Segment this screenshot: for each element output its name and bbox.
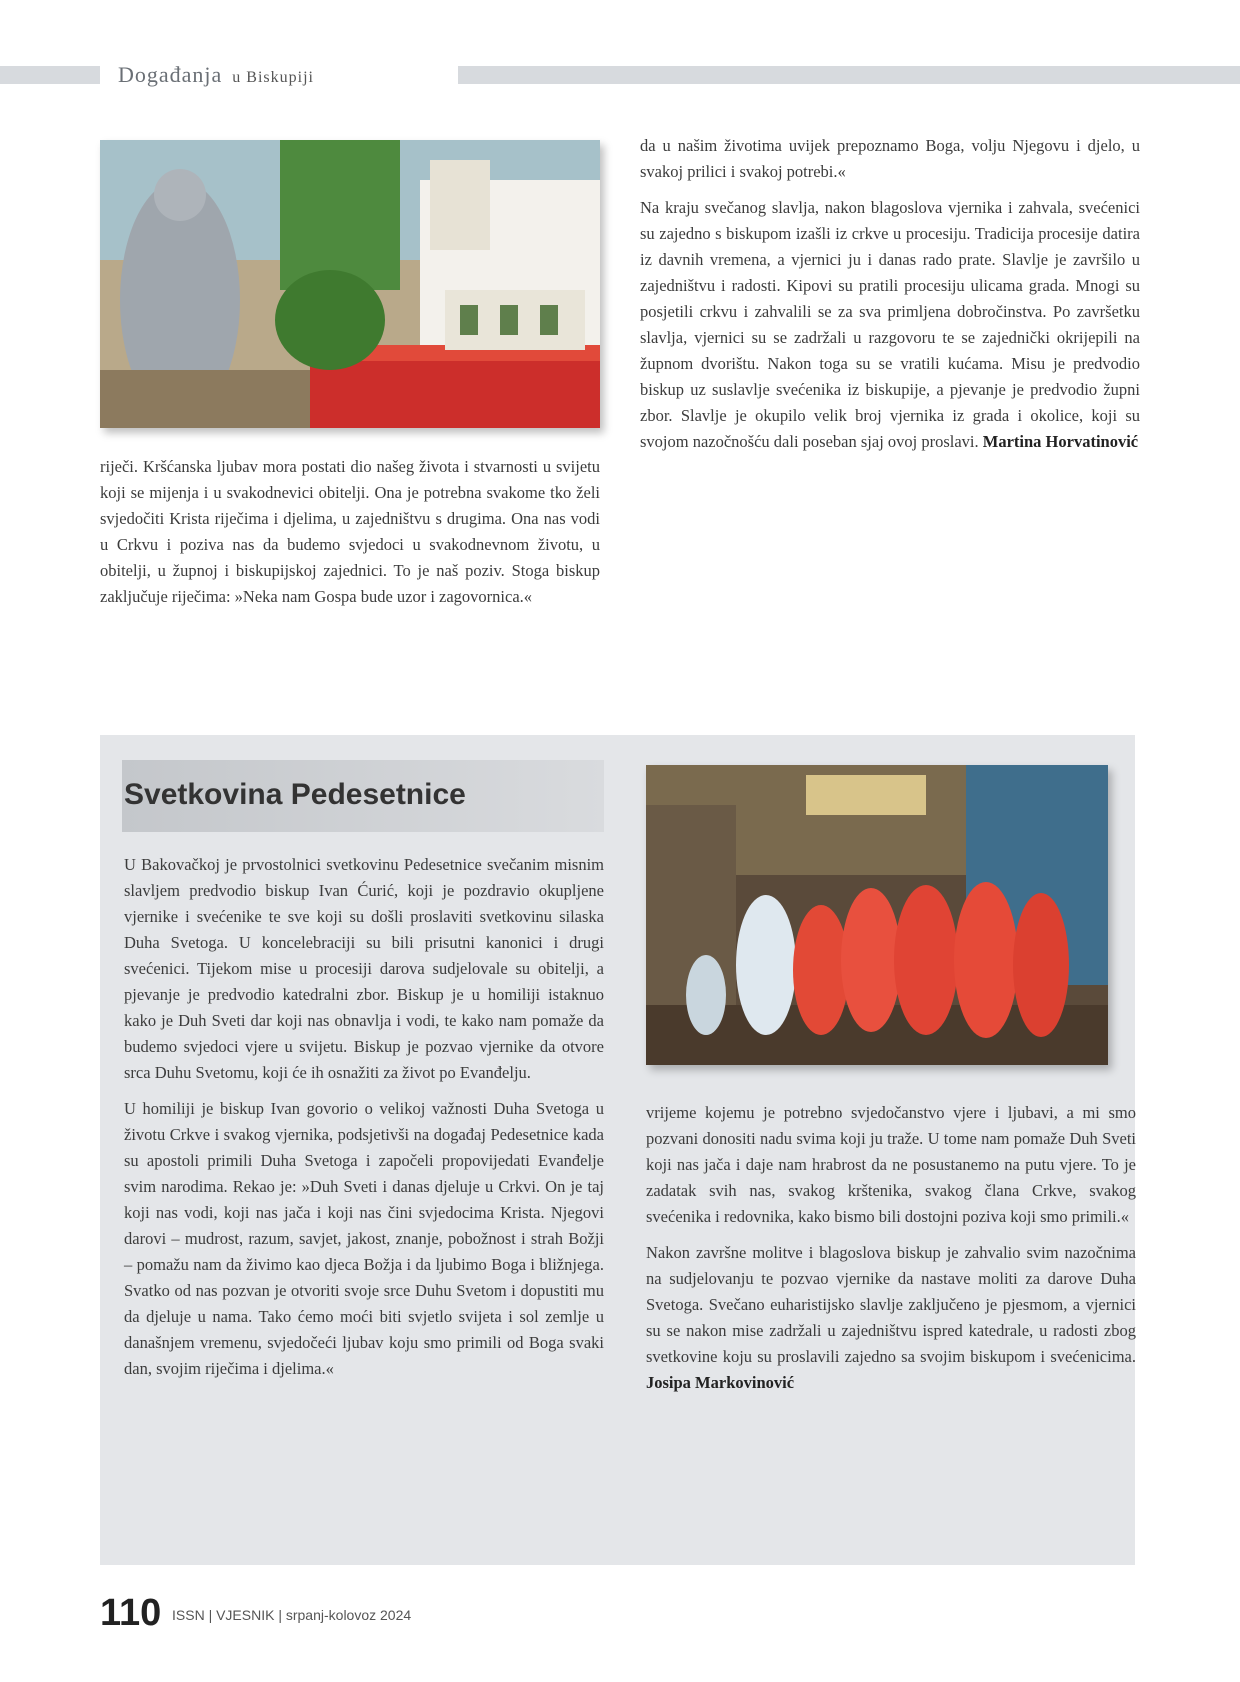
box-right-text xyxy=(646,1100,1136,1406)
paragraph: riječi. Kršćanska ljubav mora postati dio našeg života i stvarnosti u svijetu koji se mijenja i u svakodnevici obitelji. Ona je potrebna svakome tko želi svjedočiti Krista riječima i djelima, u zajedništvu s drugima. Ona nas vodi u Crkvu i poziva nas da budemo svjedoci u svakodnevnom životu, u obitelji, u župnoj i biskupijskoj zajednici. To je naš poziv. Stoga biskup zaključuje riječima: »Neka nam Gospa bude uzor i zagovornica.« xyxy=(100,457,600,606)
footer-publication: ISSN | VJESNIK | srpanj-kolovoz 2024 xyxy=(172,1607,412,1623)
header-rule-right xyxy=(458,66,1240,84)
paragraph: vrijeme kojemu je potrebno svjedočanstvo vjere i ljubavi, a mi smo pozvani donositi nadu svima koji ju traže. U tome nam pomaže Duh Sveti koji nas jača i daje nam hrabrost da ne posustanemo na putu vjere. To je zadatak svih nas, svakog krštenika, svakog člana Crkve, svakog svećenika i redovnika, kako bismo bili dostojni poziva koji smo primili.« xyxy=(646,1103,1136,1226)
photo-altar-statue xyxy=(100,140,600,428)
photo-clergy-procession xyxy=(646,765,1108,1065)
box-title: Svetkovina Pedesetnice xyxy=(124,778,466,811)
section-header xyxy=(118,62,314,88)
paragraph: Na kraju svečanog slavlja, nakon blagoslova vjernika i zahvala, svećenici su zajedno s biskupom izašli iz crkve u procesiju. Tradicija procesije datira iz davnih vremena, a vjernici ju i danas rado prate. Slavlje je završilo u zajedništvu i radosti. Kipovi su pratili procesiju ulicama grada. Mnogi su posjetili crkvu i zahvalili se za sva primljena dobročinstva. Po završetku slavlja, vjernici su se zadržali u razgovoru te se zajednički okrijepili na župnom dvorištu. Nakon toga su se vratili kućama. Misu je predvodio biskup uz suslavlje svećenika iz biskupije, a pjevanje je predvodio župni zbor. Slavlje je okupilo velik broj vjernika iz grada i okolice, koji su svojom nazočnošću dali poseban sjaj ovoj proslavi. Martina Horvatinović xyxy=(640,198,1140,451)
author-signature: Martina Horvatinović xyxy=(982,432,1139,451)
article-top-left-text xyxy=(100,454,600,620)
paragraph: U homiliji je biskup Ivan govorio o velikoj važnosti Duha Svetoga u životu Crkve i svakog vjernika, podsjetivši na događaj Pedesetnice kada su apostoli primili Duha Svetoga i započeli propovijedati Evanđelje svim narodima. Rekao je: »Duh Sveti i danas djeluje u Crkvi. On je taj koji nas vodi, koji nas jača i koji nas čini svjedocima Krista. Njegovi darovi – mudrost, razum, savjet, jakost, znanje, pobožnost i strah Božji – pomažu nam da živimo kao djeca Božja i da ljubimo Boga i bližnjega. Svatko od nas pozvan je otvoriti svoje srce Duhu Svetom i dopustiti mu da djeluje u nama. Tako ćemo moći biti svjetlo svijeta i sol zemlje u današnjem vremenu, svjedočeći ljubav koju smo primili od Boga svaki dan, svojim riječima i djelima.« xyxy=(124,1099,604,1378)
article-top-right-text xyxy=(640,133,1140,465)
paragraph: U Bakovačkoj je prvostolnici svetkovinu Pedesetnice svečanim misnim slavljem predvodio biskup Ivan Ćurić, koji je pozdravio okupljene vjernike i svećenike te sve koji su došli proslaviti svetkovinu silaska Duha Svetoga. U koncelebraciji su bili prisutni kanonici i drugi svećenici. Tijekom mise u procesiji darova sudjelovale su obitelji, a pjevanje je predvodio katedralni zbor. Biskup je u homiliji istaknuo kako je Duh Sveti dar koji nas obnavlja i vodi, te kako nam pomaže da budemo svjedoci vjere u svijetu. Biskup je pozvao vjernike da otvore srca Duhu Svetomu, koji će ih osnažiti za život po Evanđelju. xyxy=(124,855,604,1082)
header-rule-left xyxy=(0,66,100,84)
subsection-name: u Biskupiji xyxy=(232,69,314,86)
paragraph: da u našim životima uvijek prepoznamo Boga, volju Njegovu i djelo, u svakoj prilici i svakoj potrebi.« xyxy=(640,136,1140,181)
section-name: Događanja xyxy=(118,62,223,87)
page-number: 110 xyxy=(100,1592,162,1634)
box-left-text xyxy=(124,852,604,1392)
author-signature: Josipa Markovinović xyxy=(646,1373,795,1392)
paragraph: Nakon završne molitve i blagoslova biskup je zahvalio svim nazočnima na sudjelovanju te pozvao vjernike da nastave moliti za darove Duha Svetoga. Svečano euharistijsko slavlje zaključeno je pjesmom, a vjernici su se nakon mise zadržali u zajedništvu ispred katedrale, u radosti zbog svetkovine koju su proslavili zajedno sa svojim biskupom i svećenicima. Josipa Markovinović xyxy=(646,1243,1136,1392)
